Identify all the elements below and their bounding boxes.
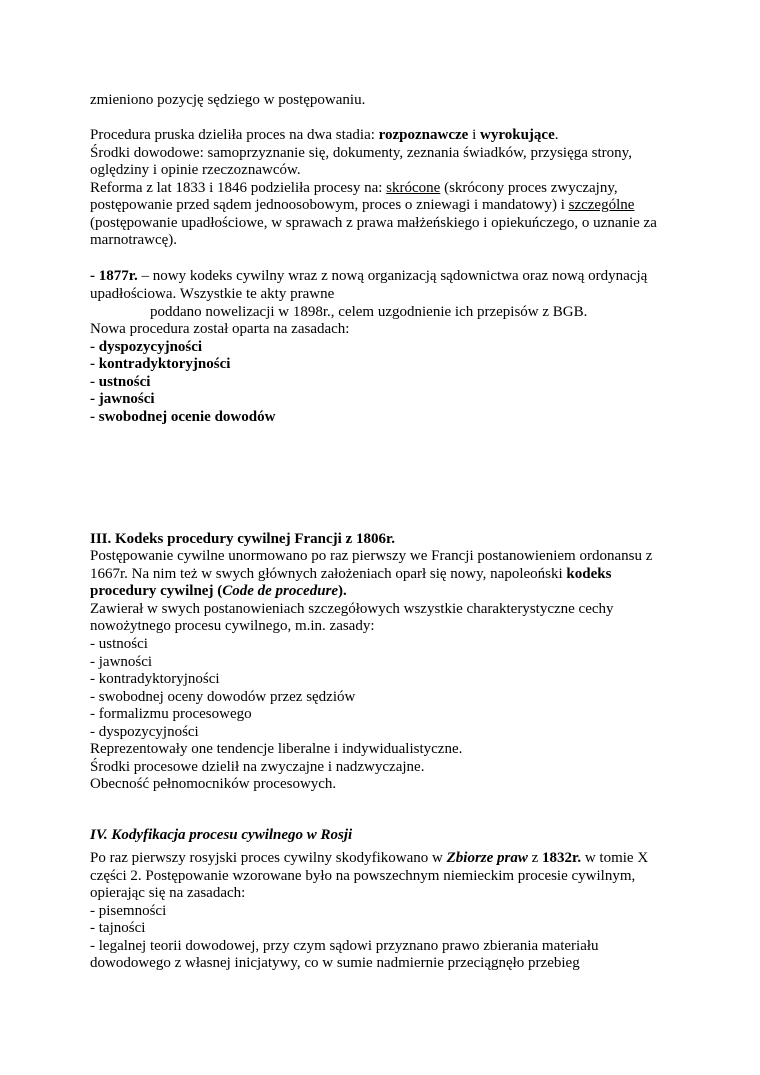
paragraph-line: [90, 145, 632, 163]
list-item: [90, 671, 220, 689]
text: Nowa procedura został oparta na zasadach:: [90, 321, 350, 337]
bold-list-item: - dyspozycyjności: [90, 339, 203, 355]
text: z: [527, 850, 543, 866]
paragraph-line: [90, 162, 301, 180]
underlined-term: szczególne: [568, 197, 635, 213]
text: (postępowanie upadłościowe, w sprawach z prawa małżeńskiego i opiekuńczego, o uznanie za: [90, 215, 657, 231]
bold-term: 1877r.: [98, 268, 138, 284]
paragraph-line: [90, 759, 424, 777]
text: - swobodnej oceny dowodów przez sędziów: [90, 689, 356, 705]
list-item: [90, 903, 166, 921]
text: (skrócony proces zwyczajny,: [440, 180, 618, 196]
paragraph-line: [90, 601, 614, 619]
paragraph-line: [90, 215, 657, 233]
text: postępowanie przed sądem jednoosobowym, proces o zniewagi i mandatowy) i: [90, 197, 569, 213]
bold-italic-term: Zbiorze praw: [446, 850, 528, 866]
paragraph-line: [90, 286, 334, 304]
text: opierając się na zasadach:: [90, 885, 246, 901]
bold-term: rozpoznawcze: [378, 127, 469, 143]
paragraph-line: [90, 618, 375, 636]
paragraph-line: [90, 850, 648, 868]
text: - dyspozycyjności: [90, 724, 199, 740]
list-item: [90, 356, 230, 374]
paragraph-line: [90, 180, 618, 198]
paragraph-line: [90, 955, 580, 973]
list-item: [90, 391, 155, 409]
text: dowodowego z własnej inicjatywy, co w sumie nadmiernie przeciągnęło przebieg: [90, 955, 580, 971]
text: Reprezentowały one tendencje liberalne i indywidualistyczne.: [90, 741, 463, 757]
text: .: [554, 127, 559, 143]
bold-italic-term: Code de procedure: [222, 583, 339, 599]
paragraph-line: [90, 548, 652, 566]
text: Po raz pierwszy rosyjski proces cywilny skodyfikowano w: [90, 850, 447, 866]
text: części 2. Postępowanie wzorowane było na powszechnym niemieckim procesie cywilnym,: [90, 868, 636, 884]
text: 1667r. Na nim też w swych głównych założeniach oparł się nowy, napoleoński: [90, 566, 567, 582]
text: i: [468, 127, 481, 143]
text: Reforma z lat 1833 i 1846 podzieliła procesy na:: [90, 180, 387, 196]
text: - legalnej teorii dowodowej, przy czym sądowi przyznano prawo zbierania materiału: [90, 938, 599, 954]
paragraph-line: [150, 304, 587, 322]
text: - pisemności: [90, 903, 167, 919]
bold-term: wyrokujące: [480, 127, 555, 143]
section-heading: [90, 531, 395, 549]
paragraph-line: [90, 776, 336, 794]
text: upadłościowa. Wszystkie te akty prawne: [90, 286, 335, 302]
list-item: [90, 374, 150, 392]
paragraph-line: [90, 885, 245, 903]
bold-term: 1832r.: [542, 850, 582, 866]
bold-term: ).: [338, 583, 347, 599]
paragraph-line: [90, 566, 611, 584]
text: - tajności: [90, 920, 146, 936]
paragraph-line: [90, 583, 347, 601]
text: zmieniono pozycję sędziego w postępowaniu.: [90, 92, 366, 108]
list-item: [90, 689, 355, 707]
bold-term: procedury cywilnej: [90, 583, 214, 599]
text: marnotrawcę).: [90, 232, 178, 248]
bold-term: (: [213, 583, 223, 599]
bold-list-item: - ustności: [90, 374, 151, 390]
paragraph-line: [90, 268, 647, 286]
text: poddano nowelizacji w 1898r., celem uzgodnienie ich przepisów z BGB.: [150, 304, 588, 320]
paragraph-line: [90, 127, 558, 145]
bold-list-item: - jawności: [90, 391, 155, 407]
section-heading: [90, 827, 352, 845]
list-item: [90, 654, 152, 672]
underlined-term: skrócone: [386, 180, 441, 196]
paragraph-line: [90, 741, 462, 759]
list-item: [90, 636, 148, 654]
bold-list-item: - swobodnej ocenie dowodów: [90, 409, 276, 425]
paragraph-line: [90, 868, 635, 886]
bold-term: kodeks: [566, 566, 612, 582]
text: - ustności: [90, 636, 148, 652]
list-item: [90, 339, 202, 357]
paragraph-line: [90, 232, 177, 250]
text: - kontradyktoryjności: [90, 671, 220, 687]
bold-term: -: [90, 268, 99, 284]
bold-list-item: - kontradyktoryjności: [90, 356, 231, 372]
paragraph-line: [90, 92, 365, 110]
text: Środki dowodowe: samoprzyznanie się, dokumenty, zeznania świadków, przysięga strony,: [90, 145, 632, 161]
paragraph-line: [90, 321, 349, 339]
text: Procedura pruska dzieliła proces na dwa stadia:: [90, 127, 379, 143]
text: nowożytnego procesu cywilnego, m.in. zasady:: [90, 618, 375, 634]
heading-text: III. Kodeks procedury cywilnej Francji z 1806r.: [90, 531, 395, 547]
list-item: [90, 938, 599, 956]
text: Postępowanie cywilne unormowano po raz pierwszy we Francji postanowieniem ordonansu z: [90, 548, 653, 564]
list-item: [90, 724, 199, 742]
text: Zawierał w swych postanowieniach szczegółowych wszystkie charakterystyczne cechy: [90, 601, 614, 617]
text: Środki procesowe dzielił na zwyczajne i nadzwyczajne.: [90, 759, 425, 775]
text: – nowy kodeks cywilny wraz z nową organizacją sądownictwa oraz nową ordynacją: [137, 268, 648, 284]
text: Obecność pełnomocników procesowych.: [90, 776, 337, 792]
list-item: [90, 706, 252, 724]
paragraph-line: [90, 197, 634, 215]
heading-text: IV. Kodyfikacja procesu cywilnego w Rosji: [90, 827, 353, 843]
text: - formalizmu procesowego: [90, 706, 252, 722]
list-item: [90, 409, 275, 427]
list-item: [90, 920, 145, 938]
text: - jawności: [90, 654, 153, 670]
text: w tomie X: [581, 850, 649, 866]
text: oględziny i opinie rzeczoznawców.: [90, 162, 301, 178]
